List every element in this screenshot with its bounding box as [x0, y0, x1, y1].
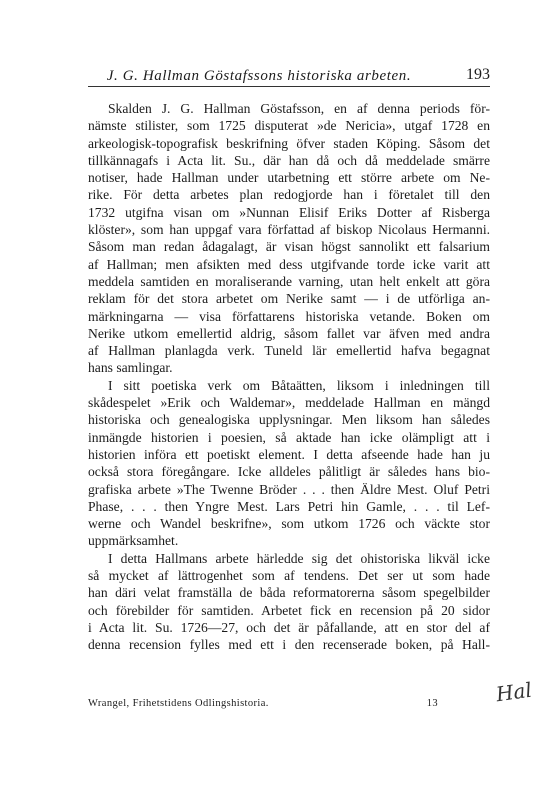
text-line: klöster», som han uppgaf vara författad af biskop Nicolaus Hermanni.	[88, 222, 490, 238]
page-number: 193	[466, 66, 490, 83]
text-line: Phase, . . . then Yngre Mest. Lars Petri hin Gamle, . . . til Lef-	[88, 498, 490, 514]
text-line: af Hallman planlagda verk. Tuneld lär emellertid hafva begagnat	[88, 343, 490, 359]
text-line: skådespelet »Erik och Waldemar», meddelade Hallman en mängd	[88, 395, 490, 411]
text-line: Såsom man redan ådagalagt, är visan högst sannolikt ett falsarium	[88, 239, 490, 255]
text-line: också stora föregångare. Icke alldeles pålitligt är således hans bio-	[88, 464, 490, 480]
text-line: denna recension fylles med ett i den recenserade boken, på Hall-	[88, 637, 490, 653]
text-line: historiska och genealogiska upplysningar. Men liksom han således	[88, 412, 490, 428]
text-line: I sitt poetiska verk om Båtaätten, liksom i inledningen till	[108, 377, 490, 393]
text-line: rike. För detta arbetes plan redogjorde han i företalet till den	[88, 187, 490, 203]
text-line: uppmärksamhet.	[88, 533, 179, 549]
text-line: inmängde historien i poesien, så aktade han icke olämpligt att i	[88, 429, 490, 445]
text-line: tillkännagafs i Acta lit. Su., där han då och då meddelade smärre	[88, 152, 490, 168]
running-head	[88, 66, 490, 87]
body-text	[88, 100, 490, 654]
text-line: grafiska arbete »The Twenne Bröder . . . then Äldre Mest. Oluf Petri	[88, 481, 490, 497]
text-line: Nerike utkom emellertid aldrig, såsom fallet var äfven med andra	[88, 325, 490, 341]
text-line: arkeologisk-topografisk beskrifning öfver staden Köping. Såsom det	[88, 135, 490, 151]
text-line: notiser, hade Hallman under utarbetning ett större arbete om Ne-	[88, 170, 490, 186]
text-line: werne och Wandel beskrifne», som utkom 1726 och väckte stor	[88, 516, 490, 532]
text-line: reklam för det stora arbetet om Nerike samt — i de utförliga an-	[88, 291, 490, 307]
text-line: meddela samtiden en moraliserande varning, utan helt enkelt att göra	[88, 273, 490, 289]
running-title: J. G. Hallman Göstafssons historiska arbeten.	[106, 68, 412, 84]
text-line: märkningarna — visa författarens historiska vetande. Boken om	[88, 308, 490, 324]
signature-text: Wrangel, Frihetstidens Odlingshistoria.	[88, 698, 269, 709]
text-line: och förebilder för samtiden. Arbetet fick en recension på 20 sidor	[88, 602, 490, 618]
page-footer	[88, 698, 490, 712]
text-line: af Hallman; men afsikten med dess utgifvande torde icke varit att	[88, 256, 490, 272]
text-line: så mycket af lättrogenhet som af tendens. Det ser ut som hade	[88, 568, 490, 584]
text-line: han däri velat framställa de båda reformatorerna såsom spegelbilder	[88, 585, 490, 601]
text-line: hans samlingar.	[88, 360, 173, 376]
text-line: nämste stilister, som 1725 disputerat »de Nericia», utgaf 1728 en	[88, 118, 490, 134]
text-line: I detta Hallmans arbete härledde sig det ohistoriska likväl icke	[108, 550, 490, 566]
text-line: Skalden J. G. Hallman Göstafsson, en af denna periods för-	[108, 101, 490, 116]
text-line: 1732 utgifna visan om »Nunnan Elisif Eriks Dotter af Risberga	[88, 204, 490, 220]
text-line: historien införa ett poetiskt element. I detta afseende hade han ju	[88, 446, 490, 462]
text-line: i Acta lit. Su. 1726—27, och det är påfallande, att en stor del af	[88, 619, 490, 635]
handwritten-margin-note: Hal	[494, 677, 534, 707]
signature-mark: 13	[426, 698, 438, 709]
